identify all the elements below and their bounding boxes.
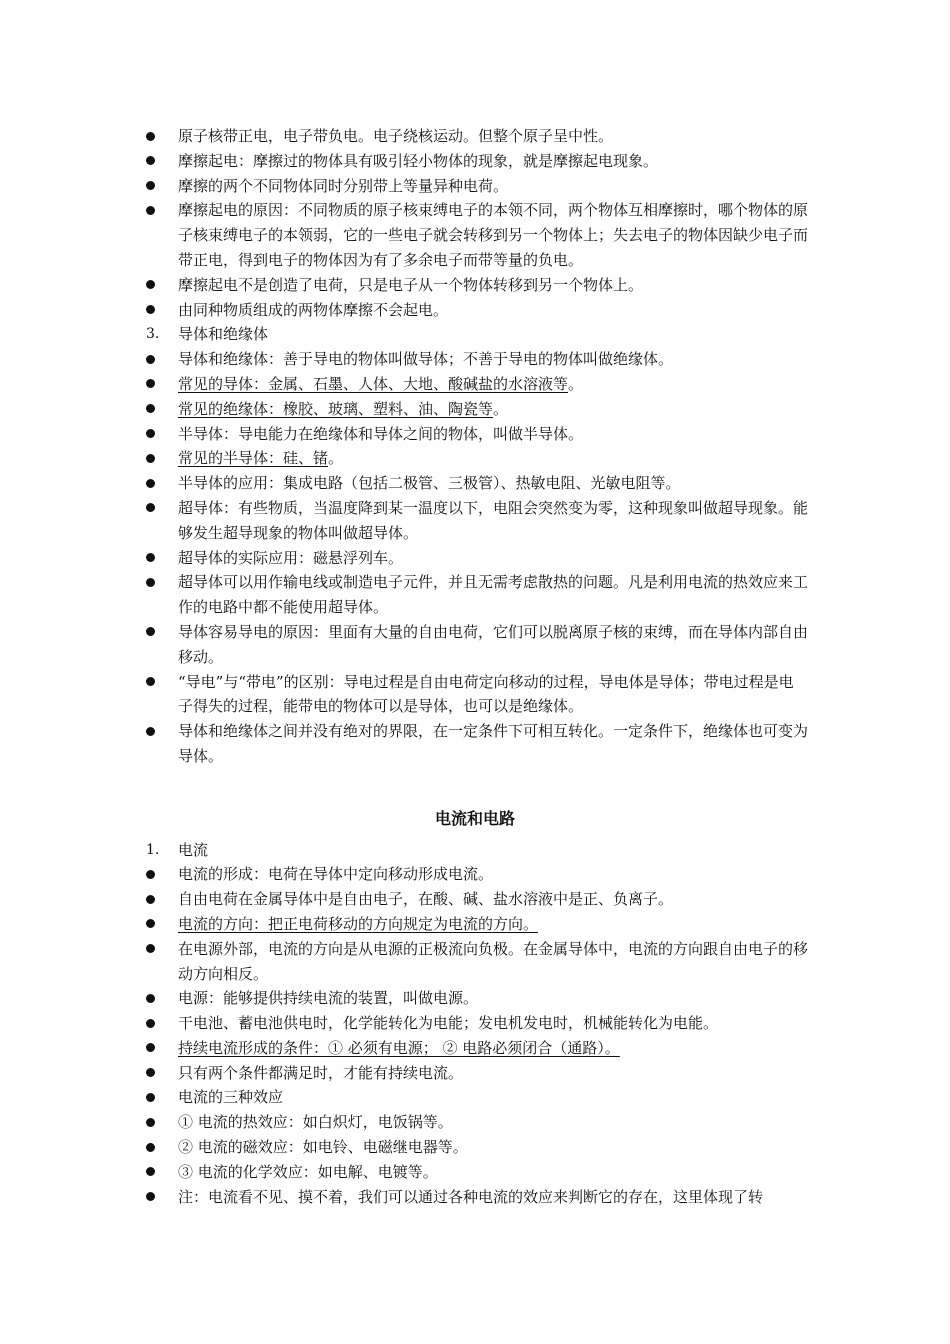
bullet-icon bbox=[146, 578, 155, 587]
item-text: 摩擦起电的原因：不同物质的原子核束缚电子的本领不同，两个物体互相摩擦时，哪个物体的原子核束缚电子的本领弱，它的一些电子就会转移到另一个物体上；失去电子的物体因缺少电子而带正电，得到电子的物体因为有了多余电子而带等量的负电。 bbox=[178, 201, 809, 269]
list-item bbox=[0, 397, 808, 422]
bullet-icon bbox=[146, 280, 155, 289]
bullet-icon bbox=[146, 503, 155, 512]
bullet-icon bbox=[146, 1043, 155, 1052]
bullet-icon bbox=[146, 181, 155, 190]
bullet-icon bbox=[146, 677, 155, 686]
numbered-subheading bbox=[0, 838, 808, 863]
numbered-subheading bbox=[0, 322, 808, 347]
list-item bbox=[0, 273, 808, 298]
item-text: 导体容易导电的原因：里面有大量的自由电荷，它们可以脱离原子核的束缚，而在导体内部自由移动。 bbox=[178, 622, 809, 666]
list-item bbox=[0, 124, 808, 149]
bullet-icon bbox=[146, 479, 155, 488]
item-text: ② 电流的磁效应：如电铃、电磁继电器等。 bbox=[178, 1138, 468, 1157]
item-text: 超导体的实际应用：磁悬浮列车。 bbox=[178, 548, 404, 567]
list-item bbox=[0, 670, 808, 720]
item-text: 超导体可以用作输电线或制造电子元件，并且无需考虑散热的问题。凡是利用电流的热效应来工作的电路中都不能使用超导体。 bbox=[178, 573, 809, 617]
item-text-underlined: 持续电流形成的条件：① 必须有电源； ② 电路必须闭合（通路）。 bbox=[178, 1038, 620, 1057]
item-text-underlined: 常见的绝缘体：橡胶、玻璃、塑料、油、陶瓷等 bbox=[178, 399, 494, 418]
bullet-icon bbox=[146, 944, 155, 953]
item-text: 电流的三种效应 bbox=[178, 1088, 284, 1107]
item-text: 导体和绝缘体：善于导电的物体叫做导体；不善于导电的物体叫做绝缘体。 bbox=[178, 350, 674, 369]
item-text-tail: 。 bbox=[493, 399, 509, 418]
list-item bbox=[0, 1011, 808, 1036]
bullet-icon bbox=[146, 404, 155, 413]
bullet-icon bbox=[146, 132, 155, 141]
list-item bbox=[0, 620, 808, 670]
item-text: ① 电流的热效应：如白炽灯，电饭锅等。 bbox=[178, 1113, 453, 1132]
list-item bbox=[0, 1185, 808, 1210]
list-item bbox=[0, 298, 808, 323]
list-item bbox=[0, 422, 808, 447]
list-item bbox=[0, 986, 808, 1011]
bullet-icon bbox=[146, 156, 155, 165]
list-item bbox=[0, 1085, 808, 1110]
item-text: “导电”与“带电”的区别：导电过程是自由电荷定向移动的过程，导电体是导体；带电过程是电子得失的过程，能带电的物体可以是导体，也可以是绝缘体。 bbox=[178, 672, 794, 716]
bullet-icon bbox=[146, 379, 155, 388]
list-item bbox=[0, 1135, 808, 1160]
bullet-icon bbox=[146, 1192, 155, 1201]
bullet-icon bbox=[146, 727, 155, 736]
item-text: 只有两个条件都满足时，才能有持续电流。 bbox=[178, 1063, 464, 1082]
bullet-icon bbox=[146, 994, 155, 1003]
list-item bbox=[0, 174, 808, 199]
list-item bbox=[0, 1160, 808, 1185]
list-item bbox=[0, 471, 808, 496]
item-number: 1. bbox=[146, 841, 160, 858]
list-item bbox=[0, 546, 808, 571]
item-text: 超导体：有些物质，当温度降到某一温度以下，电阻会突然变为零，这种现象叫做超导现象。能够发生超导现象的物体叫做超导体。 bbox=[178, 498, 809, 542]
item-text: 半导体：导电能力在绝缘体和导体之间的物体，叫做半导体。 bbox=[178, 424, 584, 443]
list-item bbox=[0, 570, 808, 620]
subheading-text: 导体和绝缘体 bbox=[178, 325, 269, 344]
item-text: 原子核带正电，电子带负电。电子绕核运动。但整个原子呈中性。 bbox=[178, 127, 614, 145]
bullet-icon bbox=[146, 355, 155, 364]
item-text: 摩擦起电不是创造了电荷，只是电子从一个物体转移到另一个物体上。 bbox=[178, 275, 644, 294]
subheading-text: 电流 bbox=[178, 840, 209, 859]
bullet-icon bbox=[146, 1143, 155, 1152]
item-text: 摩擦的两个不同物体同时分别带上等量异种电荷。 bbox=[178, 176, 509, 195]
item-text: 摩擦起电：摩擦过的物体具有吸引轻小物体的现象，就是摩擦起电现象。 bbox=[178, 151, 659, 170]
item-text-underlined: 常见的半导体：硅、锗 bbox=[178, 449, 329, 468]
bullet-icon bbox=[146, 553, 155, 562]
item-text: 自由电荷在金属导体中是自由电子，在酸、碱、盐水溶液中是正、负离子。 bbox=[178, 890, 674, 909]
item-text: 注：电流看不见、摸不着，我们可以通过各种电流的效应来判断它的存在，这里体现了转 bbox=[178, 1187, 764, 1206]
bullet-icon bbox=[146, 454, 155, 463]
list-item bbox=[0, 149, 808, 174]
bullet-icon bbox=[146, 1093, 155, 1102]
bullet-icon bbox=[146, 1068, 155, 1077]
item-text: 导体和绝缘体之间并没有绝对的界限，在一定条件下可相互转化。一定条件下，绝缘体也可变为导体。 bbox=[178, 722, 809, 765]
list-item bbox=[0, 937, 808, 987]
bullet-icon bbox=[146, 895, 155, 904]
list-item bbox=[0, 496, 808, 546]
bullet-icon bbox=[146, 1019, 155, 1028]
item-text: 电流的形成：电荷在导体中定向移动形成电流。 bbox=[178, 865, 494, 884]
document-body bbox=[0, 124, 950, 1209]
bullet-icon bbox=[146, 305, 155, 314]
item-text: 在电源外部，电流的方向是从电源的正极流向负极。在金属导体中，电流的方向跟自由电子的移动方向相反。 bbox=[178, 939, 809, 983]
item-text-underlined: 常见的导体：金属、石墨、人体、大地、酸碱盐的水溶液等 bbox=[178, 374, 569, 393]
bullet-icon bbox=[146, 919, 155, 928]
list-item bbox=[0, 446, 808, 471]
bullet-icon bbox=[146, 1118, 155, 1127]
list-item bbox=[0, 1110, 808, 1135]
list-item bbox=[0, 198, 808, 272]
item-number: 3. bbox=[146, 326, 160, 343]
section-heading: 电流和电路 bbox=[434, 808, 515, 828]
item-text: 电源：能够提供持续电流的装置，叫做电源。 bbox=[178, 989, 479, 1008]
list-item bbox=[0, 862, 808, 887]
bullet-icon bbox=[146, 429, 155, 438]
list-item bbox=[0, 719, 808, 769]
item-text-underlined: 电流的方向：把正电荷移动的方向规定为电流的方向。 bbox=[178, 914, 539, 933]
item-text: 半导体的应用：集成电路（包括二极管、三极管）、热敏电阻、光敏电阻等。 bbox=[178, 474, 681, 493]
item-text: ③ 电流的化学效应：如电解、电镀等。 bbox=[178, 1162, 438, 1181]
bullet-icon bbox=[146, 206, 155, 215]
list-item bbox=[0, 372, 808, 397]
list-item bbox=[0, 1036, 808, 1061]
bullet-icon bbox=[146, 627, 155, 636]
item-text-tail: 。 bbox=[328, 449, 344, 468]
list-item bbox=[0, 912, 808, 937]
list-item bbox=[0, 887, 808, 912]
list-item bbox=[0, 347, 808, 372]
bullet-icon bbox=[146, 870, 155, 879]
item-text-tail: 。 bbox=[568, 374, 584, 393]
list-item bbox=[0, 1061, 808, 1086]
item-text: 干电池、蓄电池供电时，化学能转化为电能；发电机发电时，机械能转化为电能。 bbox=[178, 1014, 719, 1033]
bullet-icon bbox=[146, 1167, 155, 1176]
item-text: 由同种物质组成的两物体摩擦不会起电。 bbox=[178, 300, 449, 319]
